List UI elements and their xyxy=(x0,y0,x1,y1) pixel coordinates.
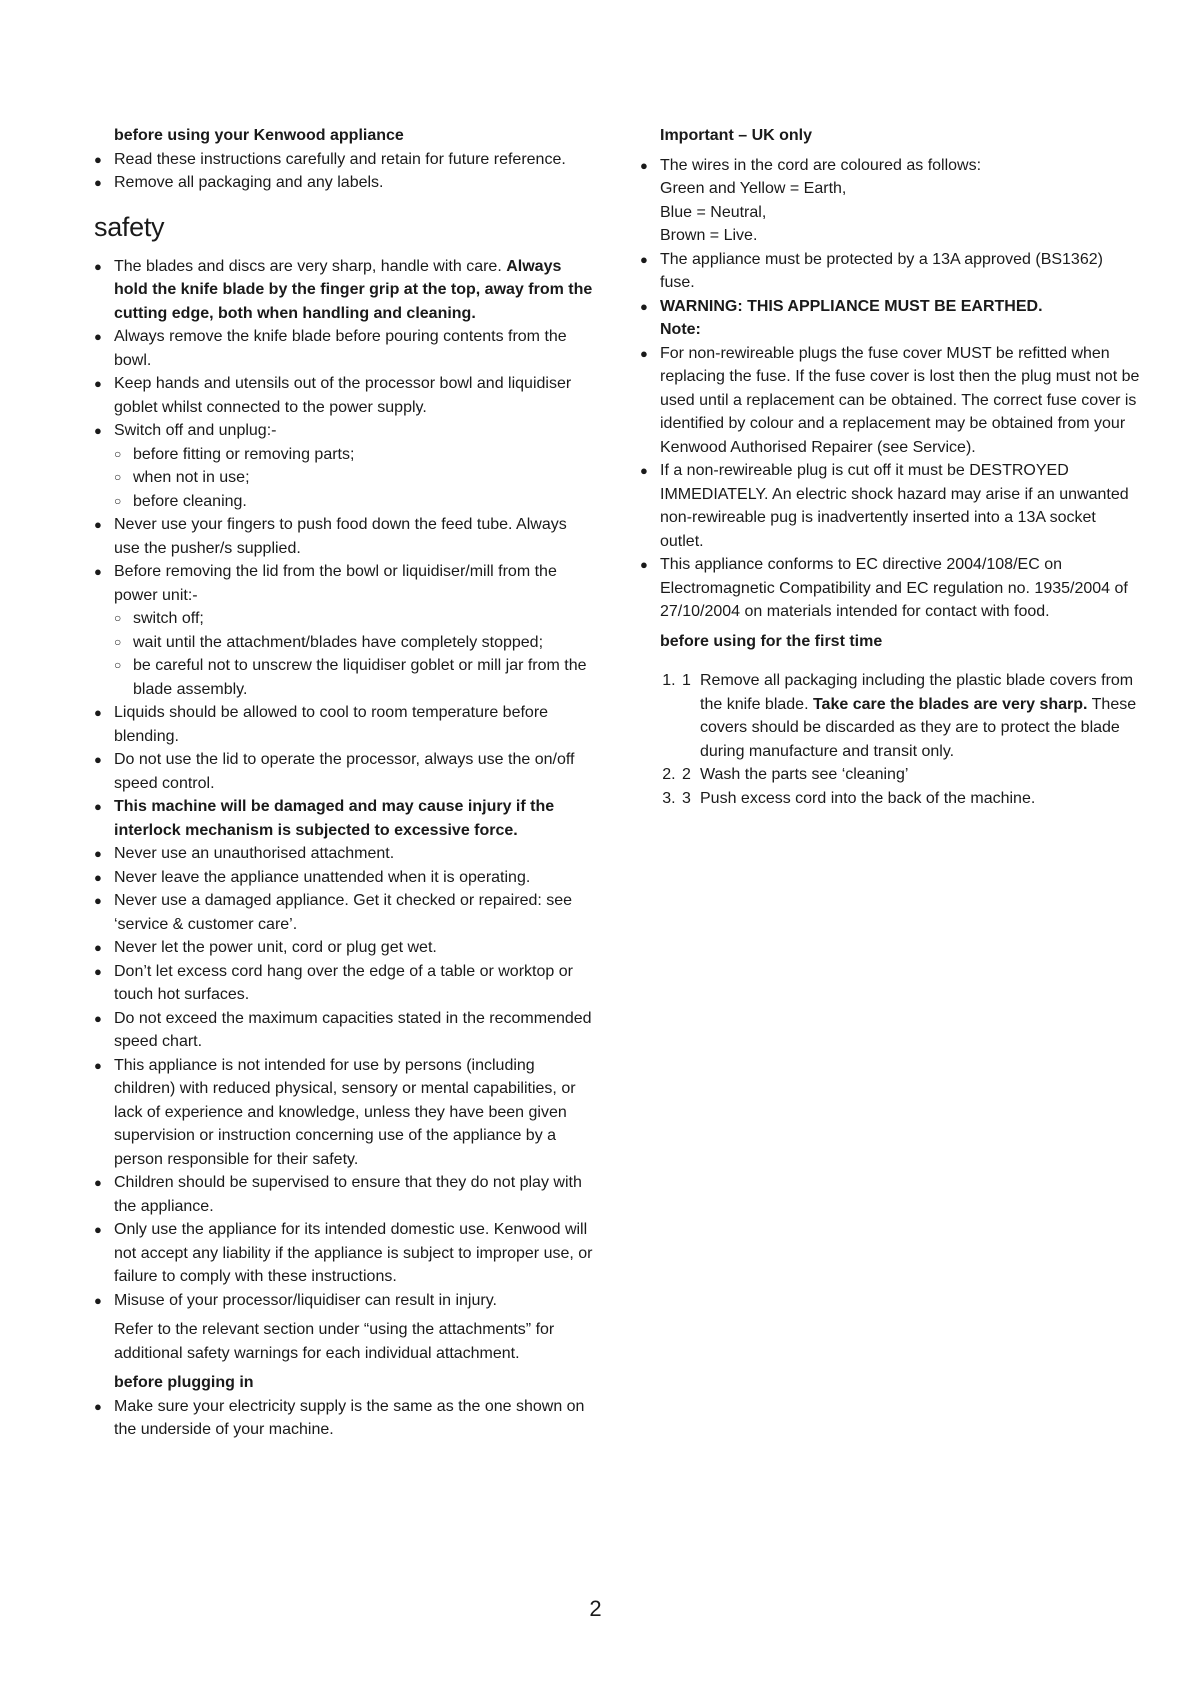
sub-list-item: ○ before cleaning. xyxy=(94,490,594,514)
page-number: 2 xyxy=(589,1596,602,1621)
safety-list xyxy=(94,255,594,1313)
sub-list-item: ○ switch off; xyxy=(94,607,594,631)
list-item: ● If a non-rewireable plug is cut off it must be DESTROYED IMMEDIATELY. An electric shock hazard may arise if an unwanted non-rewireable pug is inadvertently inserted into a 13A socket outlet. xyxy=(640,459,1140,553)
sub-list-item: ○ before fitting or removing parts; xyxy=(94,443,594,467)
step-text: These covers should be discarded as they are to protect the blade during manufacture and transit only. xyxy=(700,695,1137,760)
list-item: ● Make sure your electricity supply is the same as the one shown on the underside of your machine. xyxy=(94,1395,594,1442)
list-item: ● Before removing the lid from the bowl or liquidiser/mill from the power unit:- xyxy=(94,560,594,607)
list-item: ● This appliance is not intended for use by persons (including children) with reduced physical, sensory or mental capabilities, or lack of experience and knowledge, unless they have been given supervision or instruction concerning use of the appliance by a person responsible for their safety. xyxy=(94,1054,594,1172)
list-item-warning: ● This machine will be damaged and may cause injury if the interlock mechanism is subjected to excessive force. xyxy=(94,795,594,842)
uk-only-heading: Important – UK only xyxy=(660,127,813,144)
first-time-heading: before using for the first time xyxy=(660,632,883,650)
step-number: 2. 2 xyxy=(682,766,691,783)
list-item: ● Remove all packaging and any labels. xyxy=(94,171,594,195)
left-column xyxy=(94,124,594,1442)
before-plugging-list xyxy=(94,1395,594,1442)
before-using-list xyxy=(94,148,594,195)
wire-colour-line: Brown = Live. xyxy=(660,227,758,244)
list-item: ● Never use an unauthorised attachment. xyxy=(94,842,594,866)
sub-list-item: ○ when not in use; xyxy=(94,466,594,490)
list-item: ● The wires in the cord are coloured as follows: xyxy=(640,154,1140,178)
uk-list xyxy=(640,154,1140,178)
list-item: ● Always remove the knife blade before pouring contents from the bowl. xyxy=(94,325,594,372)
earth-warning: ● WARNING: THIS APPLIANCE MUST BE EARTHED. xyxy=(640,295,1140,319)
list-item: ● Never use a damaged appliance. Get it checked or repaired: see ‘service & customer care’. xyxy=(94,889,594,936)
first-time-steps xyxy=(640,669,1140,810)
step-item xyxy=(680,763,1140,787)
before-using-heading: before using your Kenwood appliance xyxy=(114,127,404,144)
list-item: ● Children should be supervised to ensure that they do not play with the appliance. xyxy=(94,1171,594,1218)
list-item: ● Never use your fingers to push food down the feed tube. Always use the pusher/s supplied. xyxy=(94,513,594,560)
safety-heading: safety xyxy=(94,211,165,242)
list-item xyxy=(94,255,594,326)
item-bold-text: Always hold the knife blade by the finger grip at the top, away from the cutting edge, both when handling and cleaning. xyxy=(114,257,593,322)
list-item: ● For non-rewireable plugs the fuse cover MUST be refitted when replacing the fuse. If the fuse cover is lost then the plug must not be used until a replacement can be obtained. The correct fuse cover is identified by colour and a replacement may be obtained from your Kenwood Authorised Repairer (see Service). xyxy=(640,342,1140,460)
list-item: ● This appliance conforms to EC directive 2004/108/EC on Electromagnetic Compatibility and EC regulation no. 1935/2004 of 27/10/2004 on materials intended for contact with food. xyxy=(640,553,1140,624)
sub-list-item: ○ wait until the attachment/blades have completely stopped; xyxy=(94,631,594,655)
item-text: The blades and discs are very sharp, handle with care. xyxy=(114,257,507,275)
list-item: ● Do not use the lid to operate the processor, always use the on/off speed control. xyxy=(94,748,594,795)
list-item: ● Never let the power unit, cord or plug get wet. xyxy=(94,936,594,960)
list-item: ● Liquids should be allowed to cool to room temperature before blending. xyxy=(94,701,594,748)
list-item: ● Switch off and unplug:- xyxy=(94,419,594,443)
refer-paragraph: Refer to the relevant section under “using the attachments” for additional safety warnings for each individual attachment. xyxy=(114,1321,555,1362)
before-plugging-heading: before plugging in xyxy=(114,1374,254,1391)
list-item: ● Only use the appliance for its intended domestic use. Kenwood will not accept any liability if the appliance is subject to improper use, or failure to comply with these instructions. xyxy=(94,1218,594,1289)
list-item: ● Do not exceed the maximum capacities stated in the recommended speed chart. xyxy=(94,1007,594,1054)
step-number: 3. 3 xyxy=(682,789,691,807)
step-text: Push excess cord into the back of the machine. xyxy=(700,789,1036,807)
note-label: Note: xyxy=(660,321,701,338)
list-item: ● Never leave the appliance unattended when it is operating. xyxy=(94,866,594,890)
list-item: ● The appliance must be protected by a 13A approved (BS1362) fuse. xyxy=(640,248,1140,295)
right-column xyxy=(640,124,1140,826)
list-item: ● Don’t let excess cord hang over the edge of a table or worktop or touch hot surfaces. xyxy=(94,960,594,1007)
step-item xyxy=(680,787,1140,811)
list-item: ● Keep hands and utensils out of the processor bowl and liquidiser goblet whilst connected to the power supply. xyxy=(94,372,594,419)
list-item: ● Misuse of your processor/liquidiser can result in injury. xyxy=(94,1289,594,1313)
step-item xyxy=(680,669,1140,763)
wire-colour-line: Blue = Neutral, xyxy=(660,203,767,221)
sub-list-item: ○ be careful not to unscrew the liquidiser goblet or mill jar from the blade assembly. xyxy=(94,654,594,701)
wire-colour-line: Green and Yellow = Earth, xyxy=(660,180,847,197)
step-text: Wash the parts see ‘cleaning’ xyxy=(700,766,909,783)
step-text: Remove all packaging including the plastic blade covers from the knife blade. xyxy=(700,672,1134,713)
list-item: ● Read these instructions carefully and retain for future reference. xyxy=(94,148,594,172)
step-number: 1. 1 xyxy=(682,672,691,689)
step-bold-text: Take care the blades are very sharp. xyxy=(812,695,1088,713)
